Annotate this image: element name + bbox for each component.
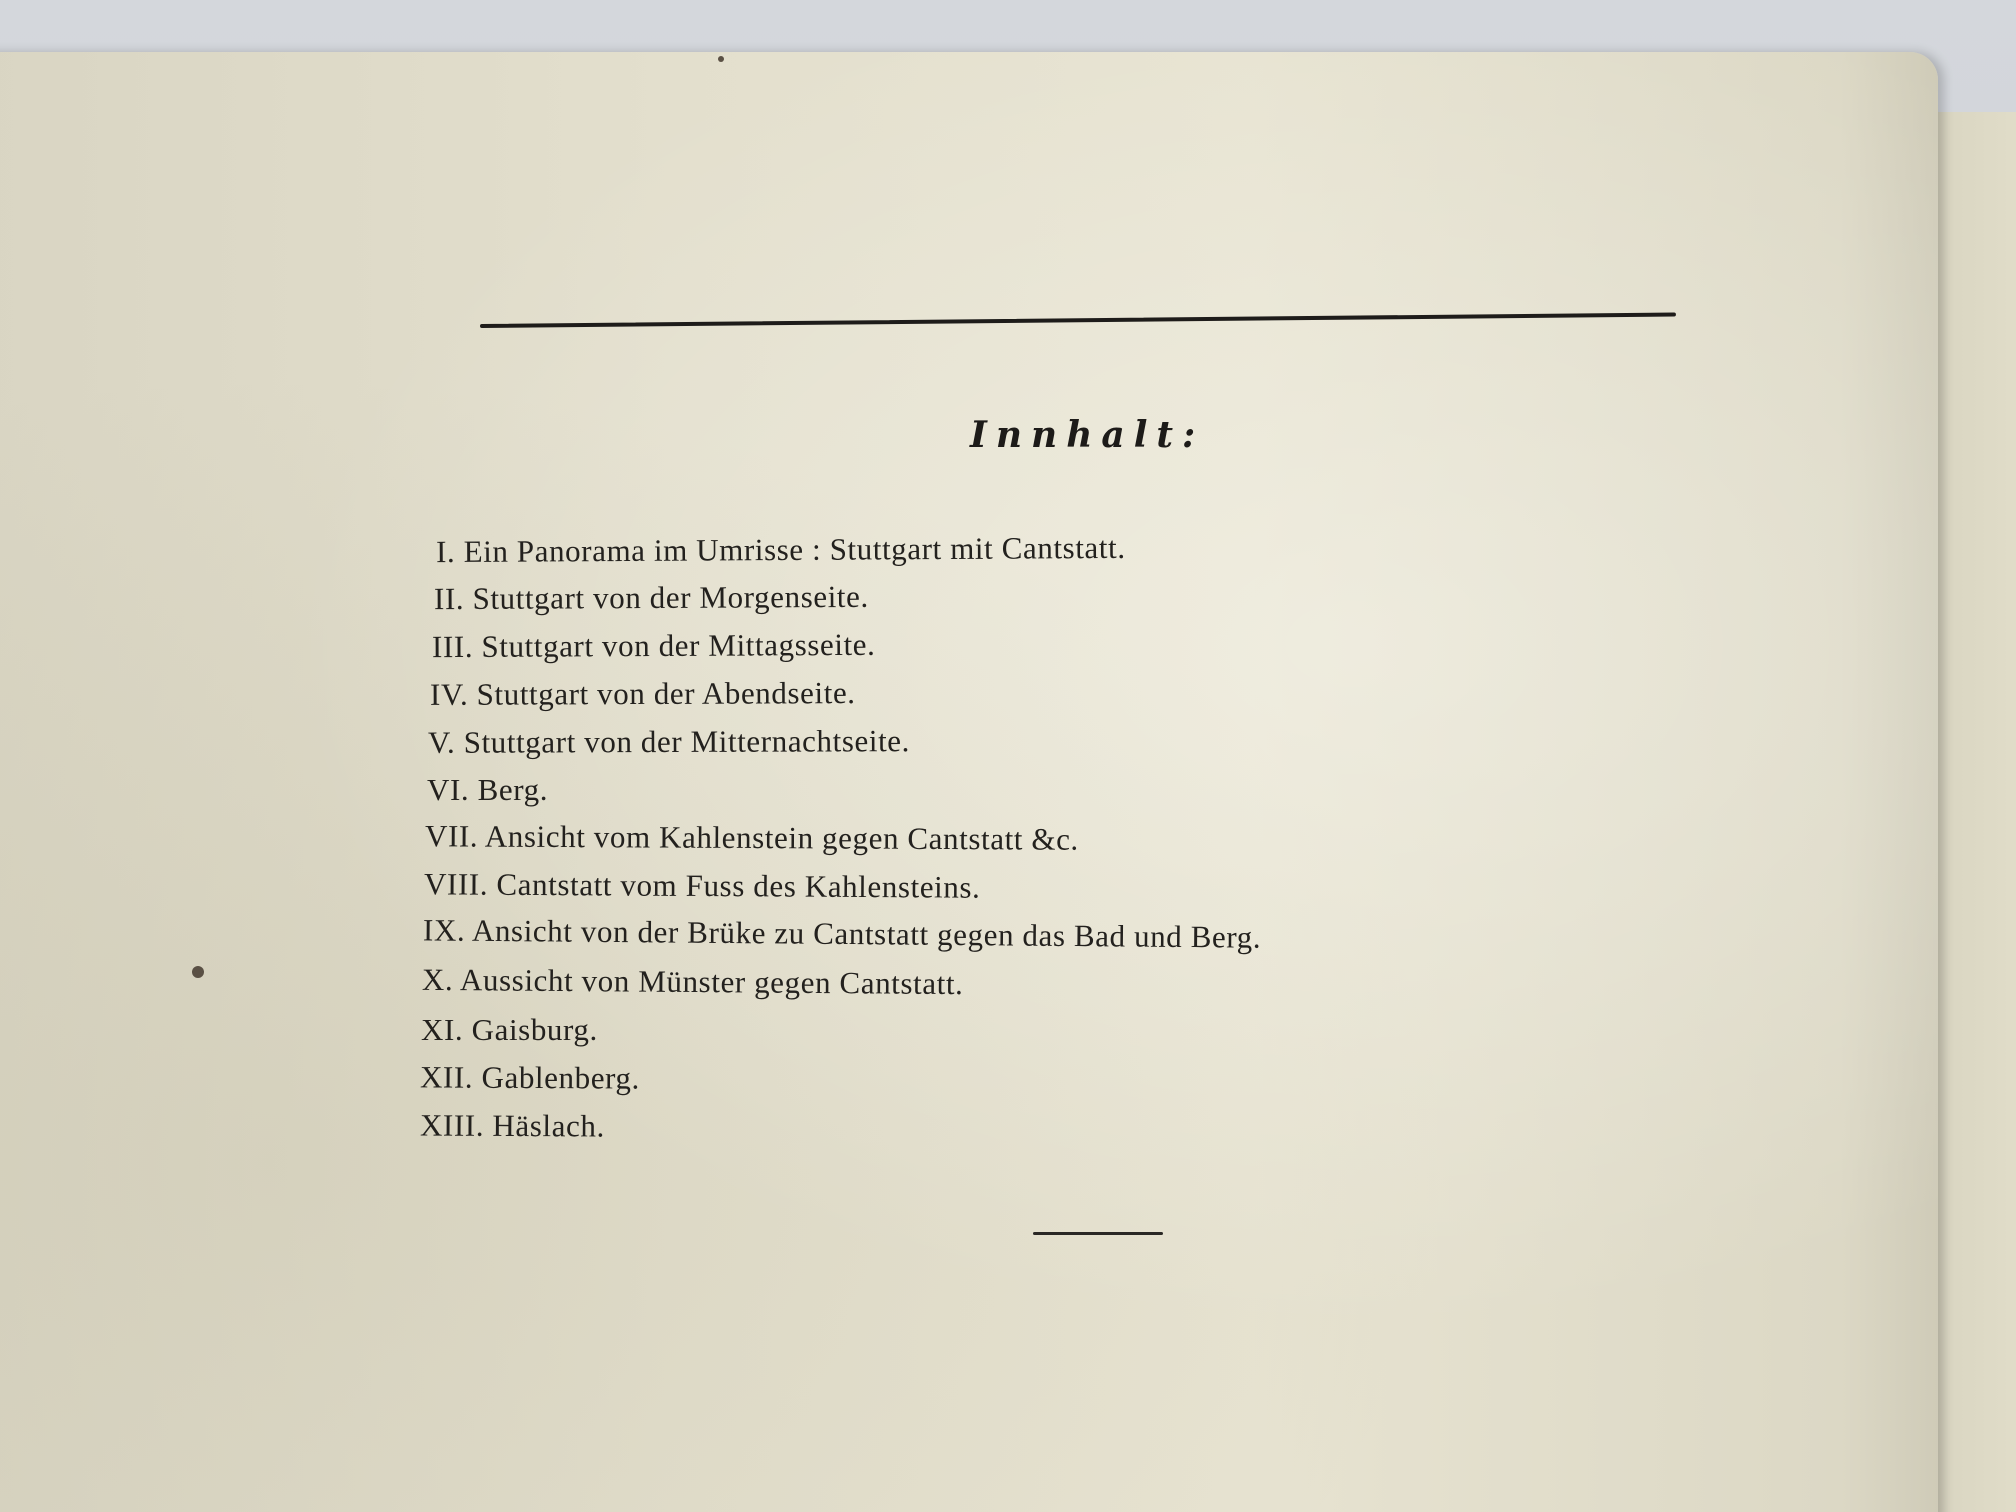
paper-speck xyxy=(192,966,204,978)
contents-entry-2: II. Stuttgart von der Morgenseite. xyxy=(433,578,869,617)
bottom-rule xyxy=(1033,1232,1163,1235)
contents-entry-11: XI. Gaisburg. xyxy=(421,1012,598,1047)
contents-entry-13: XIII. Häslach. xyxy=(419,1107,605,1144)
contents-entry-7: VII. Ansicht vom Kahlenstein gegen Cantstatt &c. xyxy=(424,818,1079,857)
book-page xyxy=(0,52,1938,1512)
contents-entry-10: X. Aussicht von Münster gegen Cantstatt. xyxy=(421,961,964,1002)
contents-entry-9: IX. Ansicht von der Brüke zu Cantstatt gegen das Bad und Berg. xyxy=(422,912,1262,955)
contents-entry-5: V. Stuttgart von der Mitternachtseite. xyxy=(427,723,911,760)
top-rule xyxy=(480,313,1676,328)
contents-entry-4: IV. Stuttgart von der Abendseite. xyxy=(429,675,856,712)
contents-entry-3: III. Stuttgart von der Mittagsseite. xyxy=(431,626,876,665)
contents-entry-1: I. Ein Panorama im Umrisse : Stuttgart mit Cantstatt. xyxy=(435,529,1126,570)
contents-entry-6: VI. Berg. xyxy=(427,772,549,807)
contents-heading: Innhalt: xyxy=(970,414,1205,456)
contents-entry-8: VIII. Cantstatt vom Fuss des Kahlensteins. xyxy=(423,866,981,905)
paper-speck xyxy=(718,56,724,62)
contents-entry-12: XII. Gablenberg. xyxy=(419,1059,641,1096)
